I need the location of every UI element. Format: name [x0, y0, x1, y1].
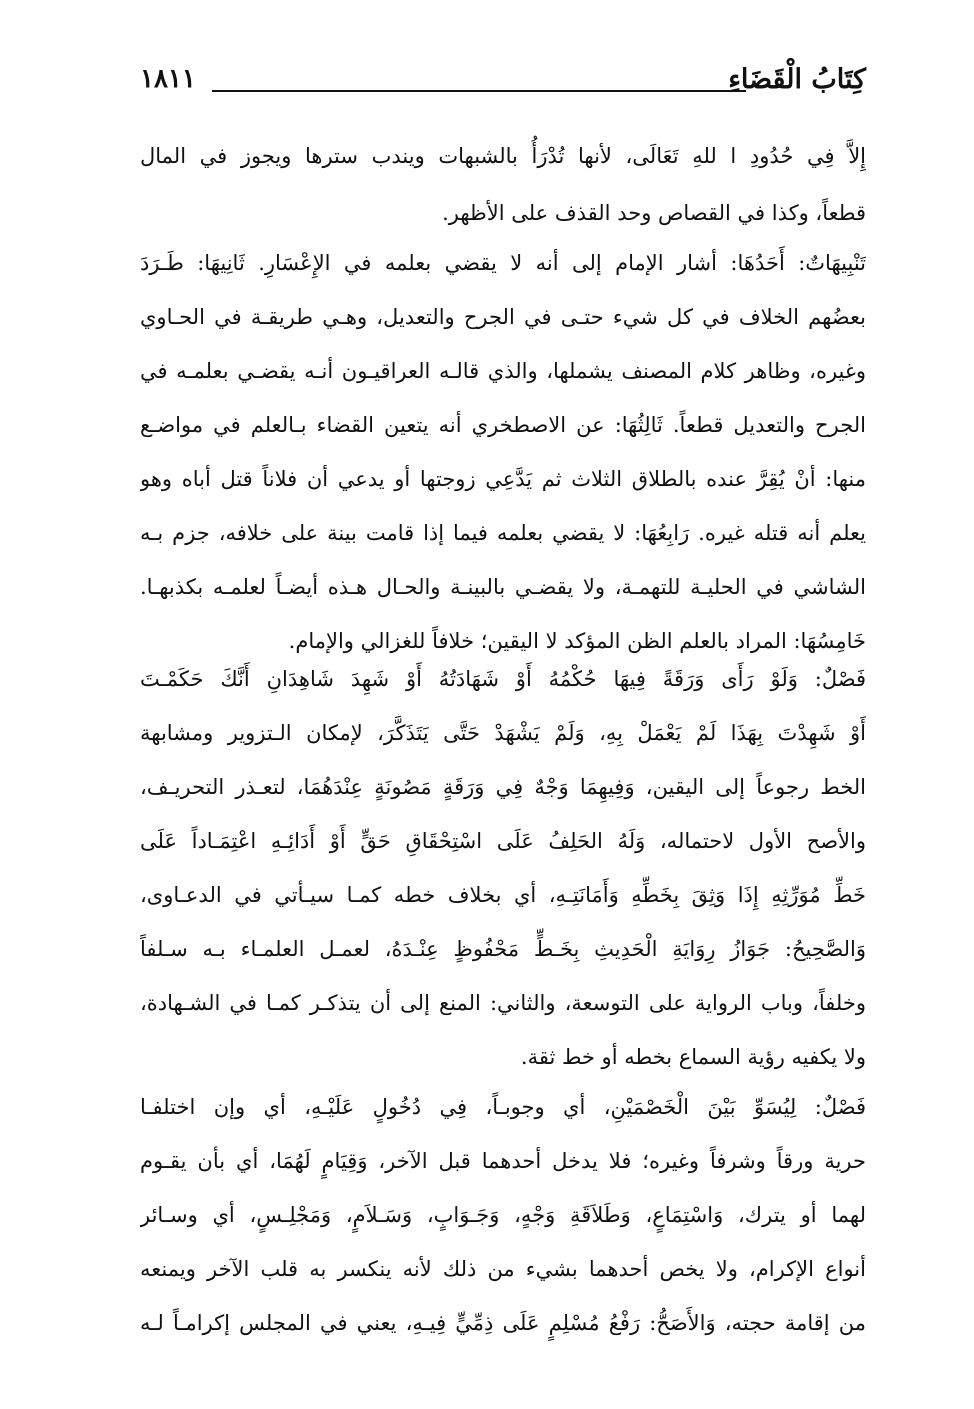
text-line: حرية ورقاً وشرفاً وغيره؛ فلا يدخل أحدهما قبل الآخر، وَقِيَامٍ لَهُمَا، أي بأن يقـوم	[140, 1149, 866, 1173]
paragraph-tanbihat	[140, 236, 866, 668]
text-line: من إقامة حجته، وَالأَصَحُّ: رَفْعُ مُسْلِمٍ عَلَى ذِمِّيٍّ فِيـهِ، يعني في المجلس إكرامـاً لـه	[140, 1311, 866, 1335]
text-line: ولا يكفيه رؤية السماع بخطه أو خط ثقة.	[520, 1045, 866, 1069]
page-number: ١٨١١	[140, 64, 196, 94]
text-line: أنواع الإكرام، ولا يخص أحدهما بشيء من ذلك لأنه ينكسر به قلب الآخر ويمنعه	[140, 1257, 866, 1281]
text-line: الشاشي في الحليـة للتهمـة، ولا يقضـي بالبينـة والحـال هـذه أيضـاً لعلمـه بكذبهـا.	[140, 575, 866, 599]
text-line: تَنْبِيهَاتٌ: أَحَدُهَا: أشار الإمام إلى أنه لا يقضي بعلمه في الإِعْسَارِ. ثَانِيهَا: طَـرَدَ	[140, 251, 866, 275]
paragraph-fasl-taswiya	[140, 1080, 866, 1350]
text-line: قطعاً، وكذا في القصاص وحد القذف على الأظهر.	[442, 201, 866, 225]
text-line: الجرح والتعديل قطعاً. ثَالِثُهَا: عن الاصطخري أنه يتعين القضاء بـالعلم في مواضـع	[140, 413, 866, 437]
text-line: فَصْلٌ: وَلَوْ رَأَى وَرَقَةً فِيهَا حُكْمُهُ أَوْ شَهَادَتُهُ أَوْ شَهِدَ شَاهِدَانِ أَنَّكَ حَكَمْـتَ	[140, 667, 866, 691]
header-rule	[212, 90, 746, 92]
text-line: منها: أنْ يُقِرَّ عنده بالطلاق الثلاث ثم يَدَّعِي زوجتها أو يدعي أن فلاناً قتل أباه وهو	[140, 467, 866, 491]
text-line: خَطِّ مُوَرِّثِهِ إِذَا وَثِقَ بِخَطِّهِ وَأَمَانَتِـهِ، أي بخلاف خطه كمـا سيـأتي في الدعـاوى،	[140, 883, 866, 907]
text-line: بعضُهم الخلاف في كل شيء حتـى في الجرح والتعديل، وهـي طريقـة في الحـاوي	[140, 305, 866, 329]
text-line: وَالصَّحِيحُ: جَوَازُ رِوَايَةِ الْحَدِيثِ بِخَـطٍّ مَحْفُوظٍ عِنْـدَهُ، لعمـل العلمـاء بـه سـلفاً	[140, 937, 866, 961]
text-line: فَصْلٌ: لِيُسَوِّ بَيْنَ الْخَصْمَيْنِ، أي وجوبـاً، فِي دُخُولٍ عَلَيْـهِ، أي وإن اختلفـا	[140, 1095, 866, 1119]
text-line: الخط رجوعاً إلى اليقين، وَفِيهِمَا وَجْهٌ فِي وَرَقَةٍ مَصُونَةٍ عِنْدَهُمَا، لتعـذر التحريـف،	[140, 775, 866, 799]
text-line: يعلم أنه قتله غيره. رَابِعُهَا: لا يقضي بعلمه فيما إذا قامت بينة على خلافه، جزم بـه	[140, 521, 866, 545]
text-line: لهما أو يترك، وَاسْتِمَاعٍ، وَطَلاَقَةِ وَجْهٍ، وَجَـوَابٍ، وَسَـلاَمٍ، وَمَجْلِـسٍ، أي وسـائر	[140, 1203, 866, 1227]
text-line: وخلفاً، وباب الرواية على التوسعة، والثاني: المنع إلى أن يتذكـر كمـا في الشـهادة،	[140, 991, 866, 1015]
page-header	[140, 62, 866, 102]
text-line: والأصح الأول لاحتماله، وَلَهُ الحَلِفُ عَلَى اسْتِحْقَاقِ حَقٍّ أَوْ أَدَائِـهِ اعْتِمَـاداً عَلَى	[140, 829, 866, 853]
text-line: وغيره، وظاهر كلام المصنف يشملها، والذي قالـه العراقيـون أنـه يقضـي بعلمـه في	[140, 359, 866, 383]
text-line: إِلاَّ فِي حُدُودِ ا للهِ تَعَالَى، لأنها تُدْرَأُ بالشبهات ويندب سترها ويجوز في المال	[140, 144, 866, 168]
text-line: أَوْ شَهِدْتَ بِهَذَا لَمْ يَعْمَلْ بِهِ، وَلَمْ يَشْهَدْ حَتَّى يَتَذَكَّرَ، لإمكان الـتزوير ومشابهة	[140, 721, 866, 745]
paragraph-1	[140, 128, 866, 242]
paragraph-fasl-waraqa	[140, 652, 866, 1084]
chapter-title: كِتَابُ الْقَضَاءِ	[728, 64, 866, 95]
text-line: خَامِسُهَا: المراد بالعلم الظن المؤكد لا اليقين؛ خلافاً للغزالي والإمام.	[288, 629, 866, 653]
